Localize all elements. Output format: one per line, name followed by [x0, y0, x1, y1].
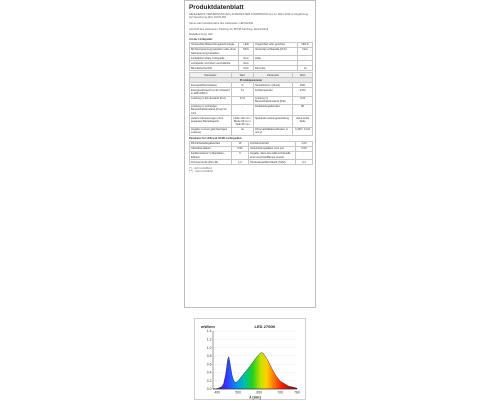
y-tick-label: 1.2 [206, 337, 212, 342]
x-axis-label: λ [nm] [249, 395, 261, 400]
param-value-cell: 10 [231, 141, 248, 146]
param-label-cell: Mit Netzspannung betrieben oder ohne Netzspannung betrieben [190, 48, 239, 56]
param-label-cell: Überlebensfaktor [190, 146, 232, 151]
param-label-cell: Farbwiedergabeindex [253, 104, 292, 115]
param-label-cell: Hülle [253, 56, 297, 61]
param-value-cell: 1,0 [231, 160, 248, 165]
param-label-cell: Nutzlichtstrom (Φuse) [253, 83, 292, 88]
dls-row [190, 160, 313, 165]
param-label-cell: Verwendete Beleuchtungstechnologie [190, 42, 239, 47]
param-value-cell: MLS [239, 48, 254, 56]
param-label-cell: Flimmermetrik (Pst LM) [190, 160, 232, 165]
param-value-cell: Nein [239, 56, 254, 61]
model-identifier: Modellkennung: 0A0 [189, 32, 213, 36]
params-section-label: Produktparameter [190, 78, 313, 83]
footnotes [185, 165, 315, 175]
param-value-cell: 1,00 [295, 141, 312, 146]
param-value-cell: siehe letzte Seite [293, 116, 313, 127]
x-tick-label: 500 [235, 390, 242, 395]
param-label-cell: Leistung im Bereitschaftszustand (Psb) [253, 96, 292, 104]
param-value-cell: 6 [231, 151, 248, 159]
section-dls-title: Parameter für LED und OLED-Lichtquellen: [189, 137, 243, 141]
chart-title: LED 2700K [254, 324, 276, 329]
param-label-cell: Vernetzte Lichtquelle (CLS) [253, 48, 297, 56]
param-label-cell: Farbabstimmbare Lichtquelle [190, 56, 239, 61]
dls-table [189, 141, 313, 165]
section-general-title: Art der Lichtquelle: [189, 38, 213, 42]
param-value-cell: Nein [239, 61, 254, 66]
dls-row [190, 151, 313, 159]
param-value-cell: Nein [239, 66, 254, 71]
param-label-cell: Lichtquelle mit hoher Leuchtdichte [190, 61, 239, 66]
y-tick-label: 1.4 [206, 329, 212, 334]
general-row [190, 66, 313, 71]
param-label-cell: R9-Farbwiedergabeindex [190, 141, 232, 146]
params-header-cell: Parameter [253, 73, 292, 78]
x-tick-label: 600 [256, 390, 263, 395]
param-label-cell: Energieeffizienzklasse [190, 83, 232, 88]
supplier-name: Name oder Handelsmarke des Lieferanten: LEDVANCE [189, 22, 254, 26]
param-label-cell: Spektrale Leistungsverteilung [253, 116, 292, 127]
x-tick-label: 780 [294, 390, 300, 395]
param-row [190, 104, 313, 115]
params-header-cell: Parameter [190, 73, 232, 78]
param-value-cell: G [231, 83, 253, 88]
x-tick-label: 400 [214, 390, 221, 395]
param-value-cell: 0,50 [295, 146, 312, 151]
param-value-cell: 80 [293, 104, 313, 115]
y-tick-label: 0.6 [206, 362, 212, 367]
y-tick-label: 0.4 [206, 370, 212, 375]
y-tick-label: 1.0 [206, 345, 212, 350]
supplier-address: Anschrift des Lieferanten: Parkring 33, 85748 Garching, Deutschland [189, 27, 269, 31]
params-header-cell: Wert [293, 73, 313, 78]
param-value-cell: LED [239, 42, 254, 47]
param-value-cell: 0,4 [295, 160, 312, 165]
param-label-cell: Farbtemperatur [253, 88, 292, 96]
param-value-cell: 12,5 [231, 96, 253, 104]
spectrum-chart-svg [195, 319, 307, 401]
datasheet-page [184, 0, 316, 308]
spectrum-chart [194, 318, 306, 400]
param-label-cell: Verschiebungsfaktor (cos φ1) [249, 146, 296, 151]
param-value-cell: Ja [298, 66, 313, 71]
param-value-cell: Nein [298, 48, 313, 56]
param-value-cell: 0,00 [293, 96, 313, 104]
param-row [190, 116, 313, 127]
param-label-cell: Chromatizitätskoordinaten (x und y) [253, 127, 292, 135]
param-value-cell: 2700 [293, 88, 313, 96]
param-label-cell: Lichtstromerhalt [249, 141, 296, 146]
param-label-cell: Blendschutzschild [190, 66, 239, 71]
general-row [190, 48, 313, 56]
param-label-cell: Angabe zu einer gleichwertigen Leistung [190, 127, 232, 135]
param-value-cell: 13 [231, 88, 253, 96]
param-value-cell: Höhe 120 mm / Breite 66 mm / Tiefe 66 mm [231, 116, 253, 127]
y-tick-label: 0.2 [206, 378, 212, 383]
y-axis-label: mW/nm [201, 325, 215, 329]
footnote: (**) - nicht zutreffend [189, 170, 213, 174]
param-value-cell: NDLS [298, 42, 313, 47]
params-header-cell: Wert [231, 73, 253, 78]
param-value-cell: - [295, 151, 312, 159]
param-label-cell: Stroboskopeffekt-Metrik (SVM) [249, 160, 296, 165]
param-label-cell: Leistung im Ein-Zustand (Pon) [190, 96, 232, 104]
general-table [189, 42, 313, 71]
param-label-cell: Energieverbrauch im Ein-Zustand in kWh/1000 h [191, 88, 230, 95]
y-tick-label: 0.0 [206, 387, 212, 392]
spectrum-area [213, 353, 297, 389]
param-label-cell: Äußere Abmessungen ohne separates Betriebsgerät [190, 116, 232, 127]
y-tick-label: 0.8 [206, 354, 212, 359]
params-table [189, 72, 313, 136]
param-label-cell: Leistung im vernetzten Bereitschaftszustand (Pnet) für CLS [190, 104, 232, 115]
param-value-cell: - [231, 104, 253, 115]
param-value-cell: 1521 [293, 83, 313, 88]
param-label-cell: Dimmbar [253, 66, 297, 71]
x-tick-label: 700 [277, 390, 284, 395]
param-row [190, 96, 313, 104]
param-value-cell: 0,90 [231, 146, 248, 151]
param-value-cell: 0,460 / 0,411 [293, 127, 313, 135]
footnote: (*) - nicht zutreffend [189, 167, 212, 171]
param-value-cell: Ja [231, 127, 253, 135]
regulation-intro: DELEGIERTE VERORDNUNG (EU) 2019/2015 DER KOMMISSION vom 11. März 2019 zur Ergänzung der Verordnung (EU) 2017/1369 [189, 13, 308, 20]
param-label-cell: Ungerichtet oder gerichtet [253, 42, 297, 47]
param-value-cell: - [298, 56, 313, 61]
page-title: Produktdatenblatt [189, 4, 244, 11]
param-row [190, 127, 313, 135]
param-label-cell: Farbkonsistenz in MacAdam-Ellipsen [190, 151, 232, 159]
param-row [190, 88, 313, 96]
param-label-cell: Angabe, dass eine LED-Lichtquelle eine Leuchtstofflampe ersetzt [249, 151, 296, 159]
